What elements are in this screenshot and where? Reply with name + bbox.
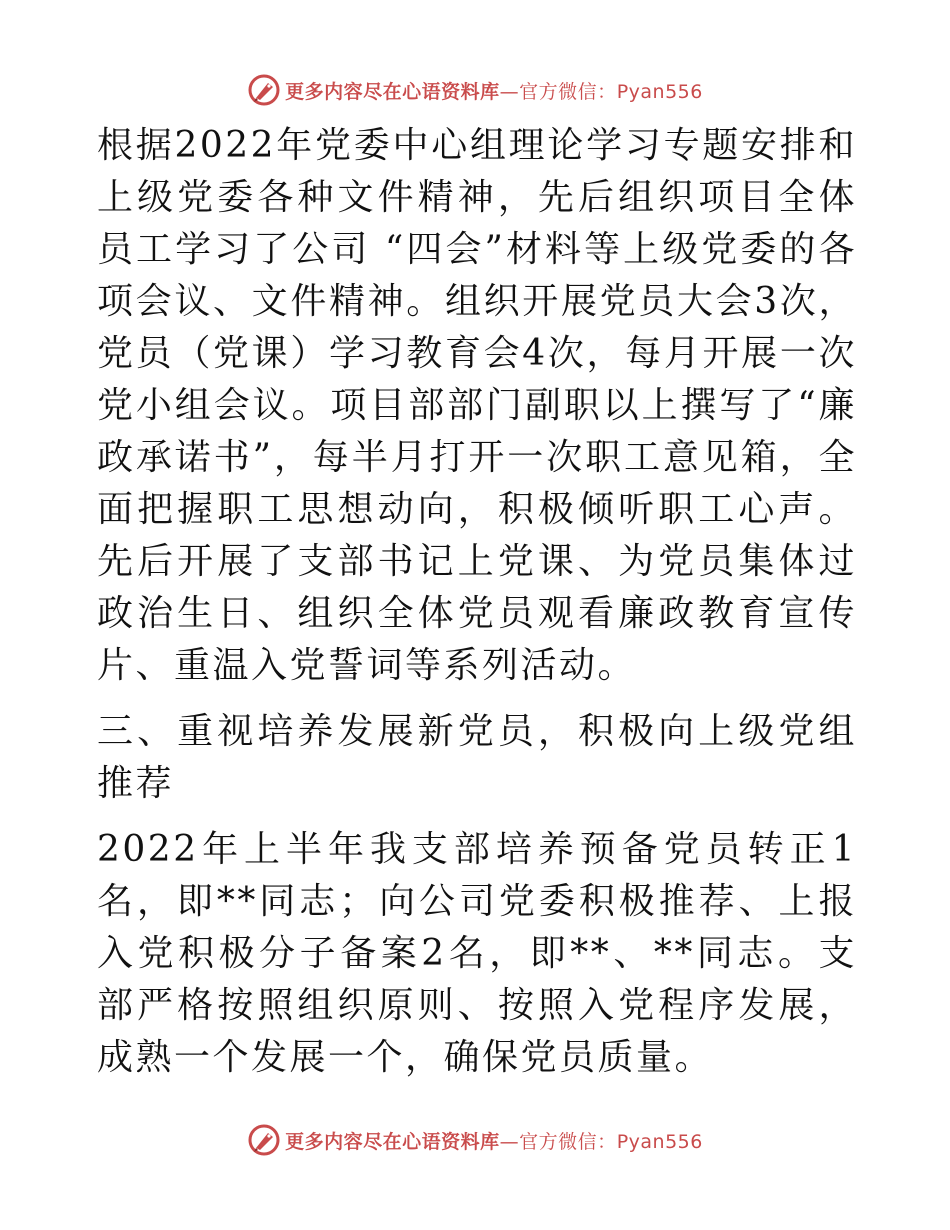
banner-separator: — (499, 80, 520, 103)
pen-nib-logo-icon (247, 73, 281, 107)
header-banner (0, 70, 950, 110)
banner-wechat-label: 官方微信： (519, 80, 617, 103)
banner-wechat-handle: Pyan556 (616, 1130, 703, 1153)
banner-brand-text: 更多内容尽在心语资料库 (285, 1130, 500, 1153)
banner-brand-text: 更多内容尽在心语资料库 (285, 80, 500, 103)
banner-text (285, 1127, 703, 1154)
banner-text (285, 77, 703, 104)
banner-wechat-handle: Pyan556 (616, 80, 703, 103)
banner-separator: — (499, 1130, 520, 1153)
paragraph-study-activities: 根据2022年党委中心组理论学习专题安排和上级党委各种文件精神，先后组织项目全体员工学习了公司 “四会”材料等上级党委的各项会议、文件精神。组织开展党员大会3次，党员（党课）学习教育会4次，每月开展一次党小组会议。项目部部门副职以上撰写了“廉政承诺书”，每半月打开一次职工意见箱，全面把握职工思想动向，积极倾听职工心声。先后开展了支部书记上党课、为党员集体过政治生日、组织全体党员观看廉政教育宣传片、重温入党誓词等系列活动。 (97, 125, 857, 686)
banner-wechat-label: 官方微信： (519, 1130, 617, 1153)
document-body (97, 120, 857, 1084)
footer-banner (0, 1120, 950, 1160)
pen-nib-logo-icon (247, 1123, 281, 1157)
section-heading-three: 三、重视培养发展新党员，积极向上级党组推荐 (97, 711, 857, 804)
paragraph-new-members: 2022年上半年我支部培养预备党员转正1名，即**同志；向公司党委积极推荐、上报入党积极分子备案2名，即**、**同志。支部严格按照组织原则、按照入党程序发展，成熟一个发展一个，确保党员质量。 (97, 829, 857, 1078)
